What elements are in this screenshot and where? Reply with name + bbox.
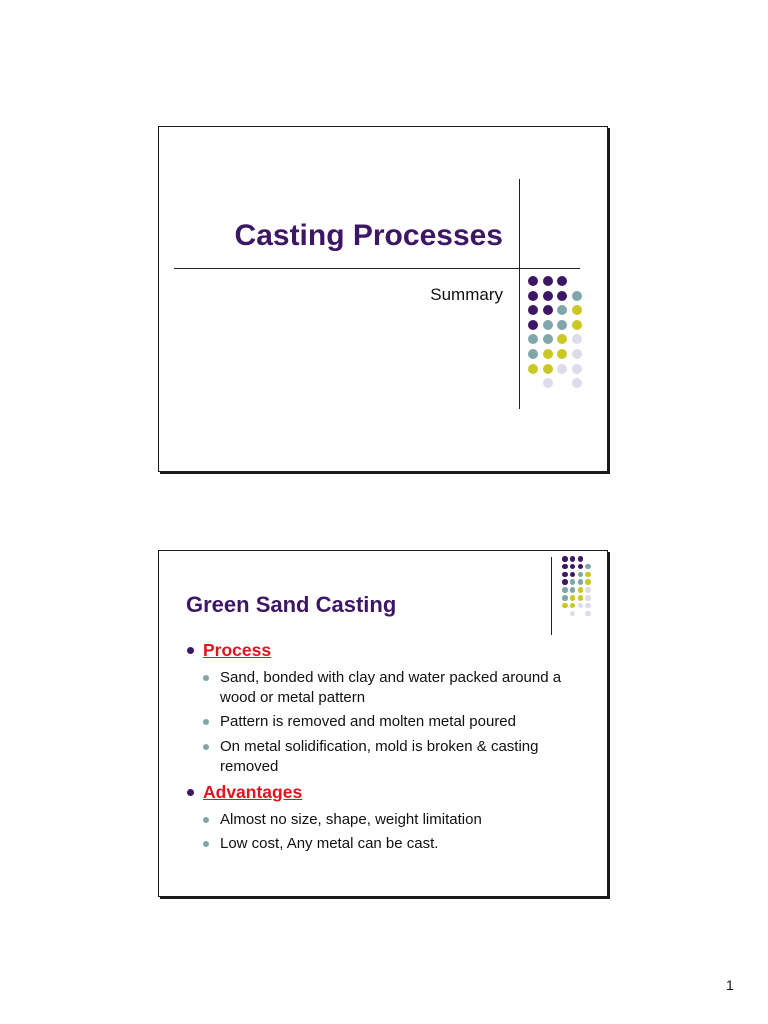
decorative-dot [570,611,576,617]
decorative-dot [578,603,584,609]
horizontal-divider [174,268,580,269]
decorative-dot [585,611,591,617]
decorative-dot [578,595,584,601]
decorative-dot [585,603,591,609]
list-item: Low cost, Any metal can be cast. [203,834,563,854]
decorative-dot [528,291,538,301]
decorative-dot [570,564,576,570]
bullet-icon [203,675,209,681]
decorative-dot [528,305,538,315]
vertical-divider [551,557,552,635]
decorative-dot [543,291,553,301]
decorative-dot [557,334,567,344]
decorative-dot [570,587,576,593]
list-item: Pattern is removed and molten metal poured [203,712,563,732]
decorative-dot [528,349,538,359]
page-number: 1 [726,977,734,993]
content-slide [158,550,608,897]
bullet-icon [203,719,209,725]
decorative-dot [543,334,553,344]
slide-title: Casting Processes [234,219,503,252]
decorative-dot [572,364,582,374]
bullet-icon [203,744,209,750]
decorative-dot [572,320,582,330]
decorative-dot [572,334,582,344]
slide-subtitle: Summary [430,285,503,304]
decorative-dot [570,556,576,562]
vertical-divider [519,179,520,409]
section-heading-advantages: Advantages [187,782,302,803]
decorative-dot [578,587,584,593]
decorative-dot [585,595,591,601]
decorative-dot [562,595,568,601]
slide-title: Green Sand Casting [186,592,397,617]
decorative-dot [578,564,584,570]
decorative-dot [585,572,591,578]
decorative-dot [562,564,568,570]
section-heading-process: Process [187,640,271,661]
decorative-dot [528,320,538,330]
decorative-dot [570,595,576,601]
decorative-dot [562,556,568,562]
decorative-dot [570,603,576,609]
decorative-dot [543,349,553,359]
decorative-dot [557,349,567,359]
decorative-dot [557,305,567,315]
decorative-dot [578,579,584,585]
decorative-dot [543,276,553,286]
decorative-dot [557,291,567,301]
decorative-dot [585,564,591,570]
decorative-dot [543,305,553,315]
list-item: On metal solidification, mold is broken & casting removed [203,737,563,777]
decorative-dot [562,579,568,585]
decorative-dot [570,572,576,578]
decorative-dot [562,587,568,593]
decorative-dot [572,378,582,388]
decorative-dot [557,364,567,374]
decorative-dot [578,556,584,562]
decorative-dot [562,572,568,578]
decorative-dot [572,291,582,301]
list-item: Sand, bonded with clay and water packed around a wood or metal pattern [203,668,563,708]
title-slide [158,126,608,472]
decorative-dot [585,587,591,593]
decorative-dot [570,579,576,585]
decorative-dot [543,378,553,388]
decorative-dot [528,276,538,286]
bullet-icon [187,647,194,654]
list-item: Almost no size, shape, weight limitation [203,810,563,830]
decorative-dot [528,334,538,344]
bullet-icon [203,817,209,823]
decorative-dot [572,305,582,315]
bullet-icon [203,841,209,847]
decorative-dot [578,572,584,578]
decorative-dot [557,276,567,286]
decorative-dot [572,349,582,359]
decorative-dot [585,579,591,585]
decorative-dot [528,364,538,374]
decorative-dot [562,603,568,609]
decorative-dot [543,364,553,374]
decorative-dot [543,320,553,330]
bullet-icon [187,789,194,796]
decorative-dot [557,320,567,330]
